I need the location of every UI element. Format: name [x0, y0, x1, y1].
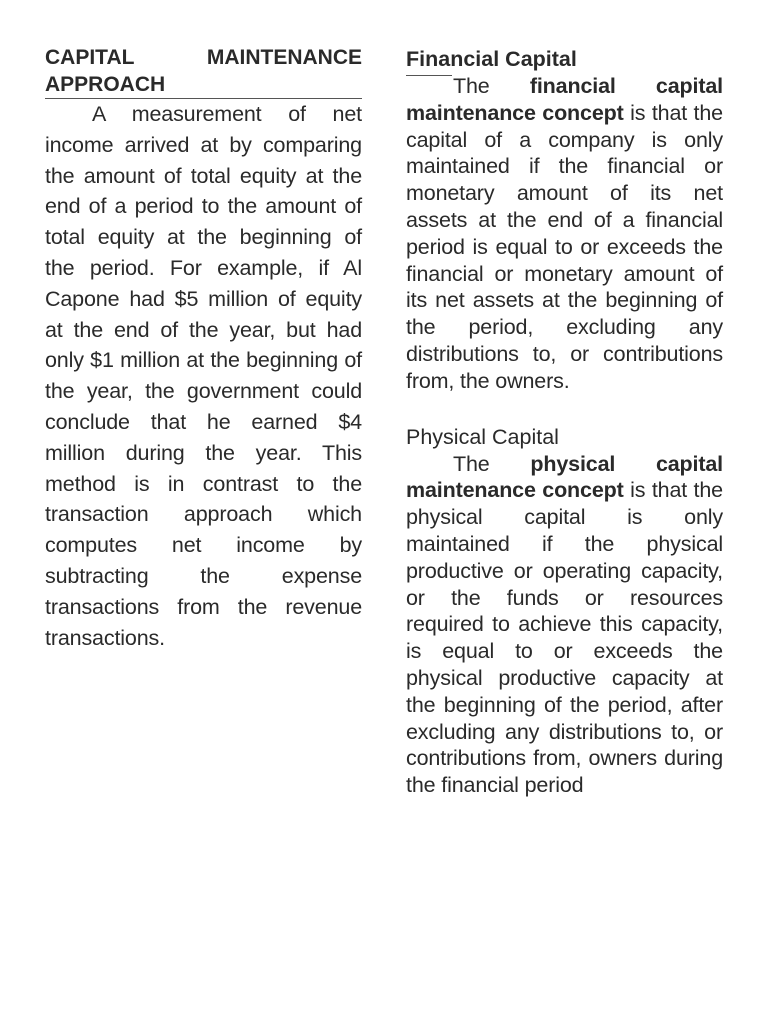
right-column [406, 44, 723, 799]
heading-underline [406, 74, 452, 76]
physical-capital-heading: Physical Capital [406, 424, 559, 449]
capital-maintenance-paragraph: A measurement of net income arrived at by comparing the amount of total equity at the end of a period to the amount of total equity at the beginning of the period. For example, if Al Capone had $5 million of equity at the end of the year, but had only $1 million at the beginning of the year, the government could conclude that he earned $4 million during the year. This method is in contrast to the transaction approach which computes net income by subtracting the expense transactions from the revenue transactions. [45, 102, 362, 650]
physical-capital-block [406, 424, 723, 799]
left-column [45, 44, 362, 653]
financial-lead: The [453, 74, 490, 98]
financial-capital-heading: Financial Capital [406, 47, 577, 71]
physical-rest: is that the physical capital is only maintained if the physical productive or operating capacity, or the funds or resources required to achieve this capacity, is equal to or exceeds the physical productive capacity at the beginning of the period, after excluding any distributions to, or contributions from, owners during the financial period [406, 478, 723, 798]
section-heading-capital-maintenance: CAPITAL MAINTENANCE APPROACH [45, 46, 362, 96]
financial-rest: is that the capital of a company is only maintained if the financial or monetary amount of its net assets at the end of a financial period is equal to or exceeds the financial or monetary amount of its net assets at the beginning of the period, excluding any distributions to, or contributions from, the owners. [406, 100, 723, 393]
financial-term: financial capital maintenance concept [406, 74, 723, 125]
left-heading-block [45, 44, 362, 99]
physical-capital-paragraph [406, 451, 723, 799]
physical-lead: The [453, 451, 490, 476]
financial-capital-paragraph [406, 73, 723, 395]
financial-capital-block [406, 46, 723, 395]
physical-term: physical capital maintenance concept [406, 451, 724, 503]
